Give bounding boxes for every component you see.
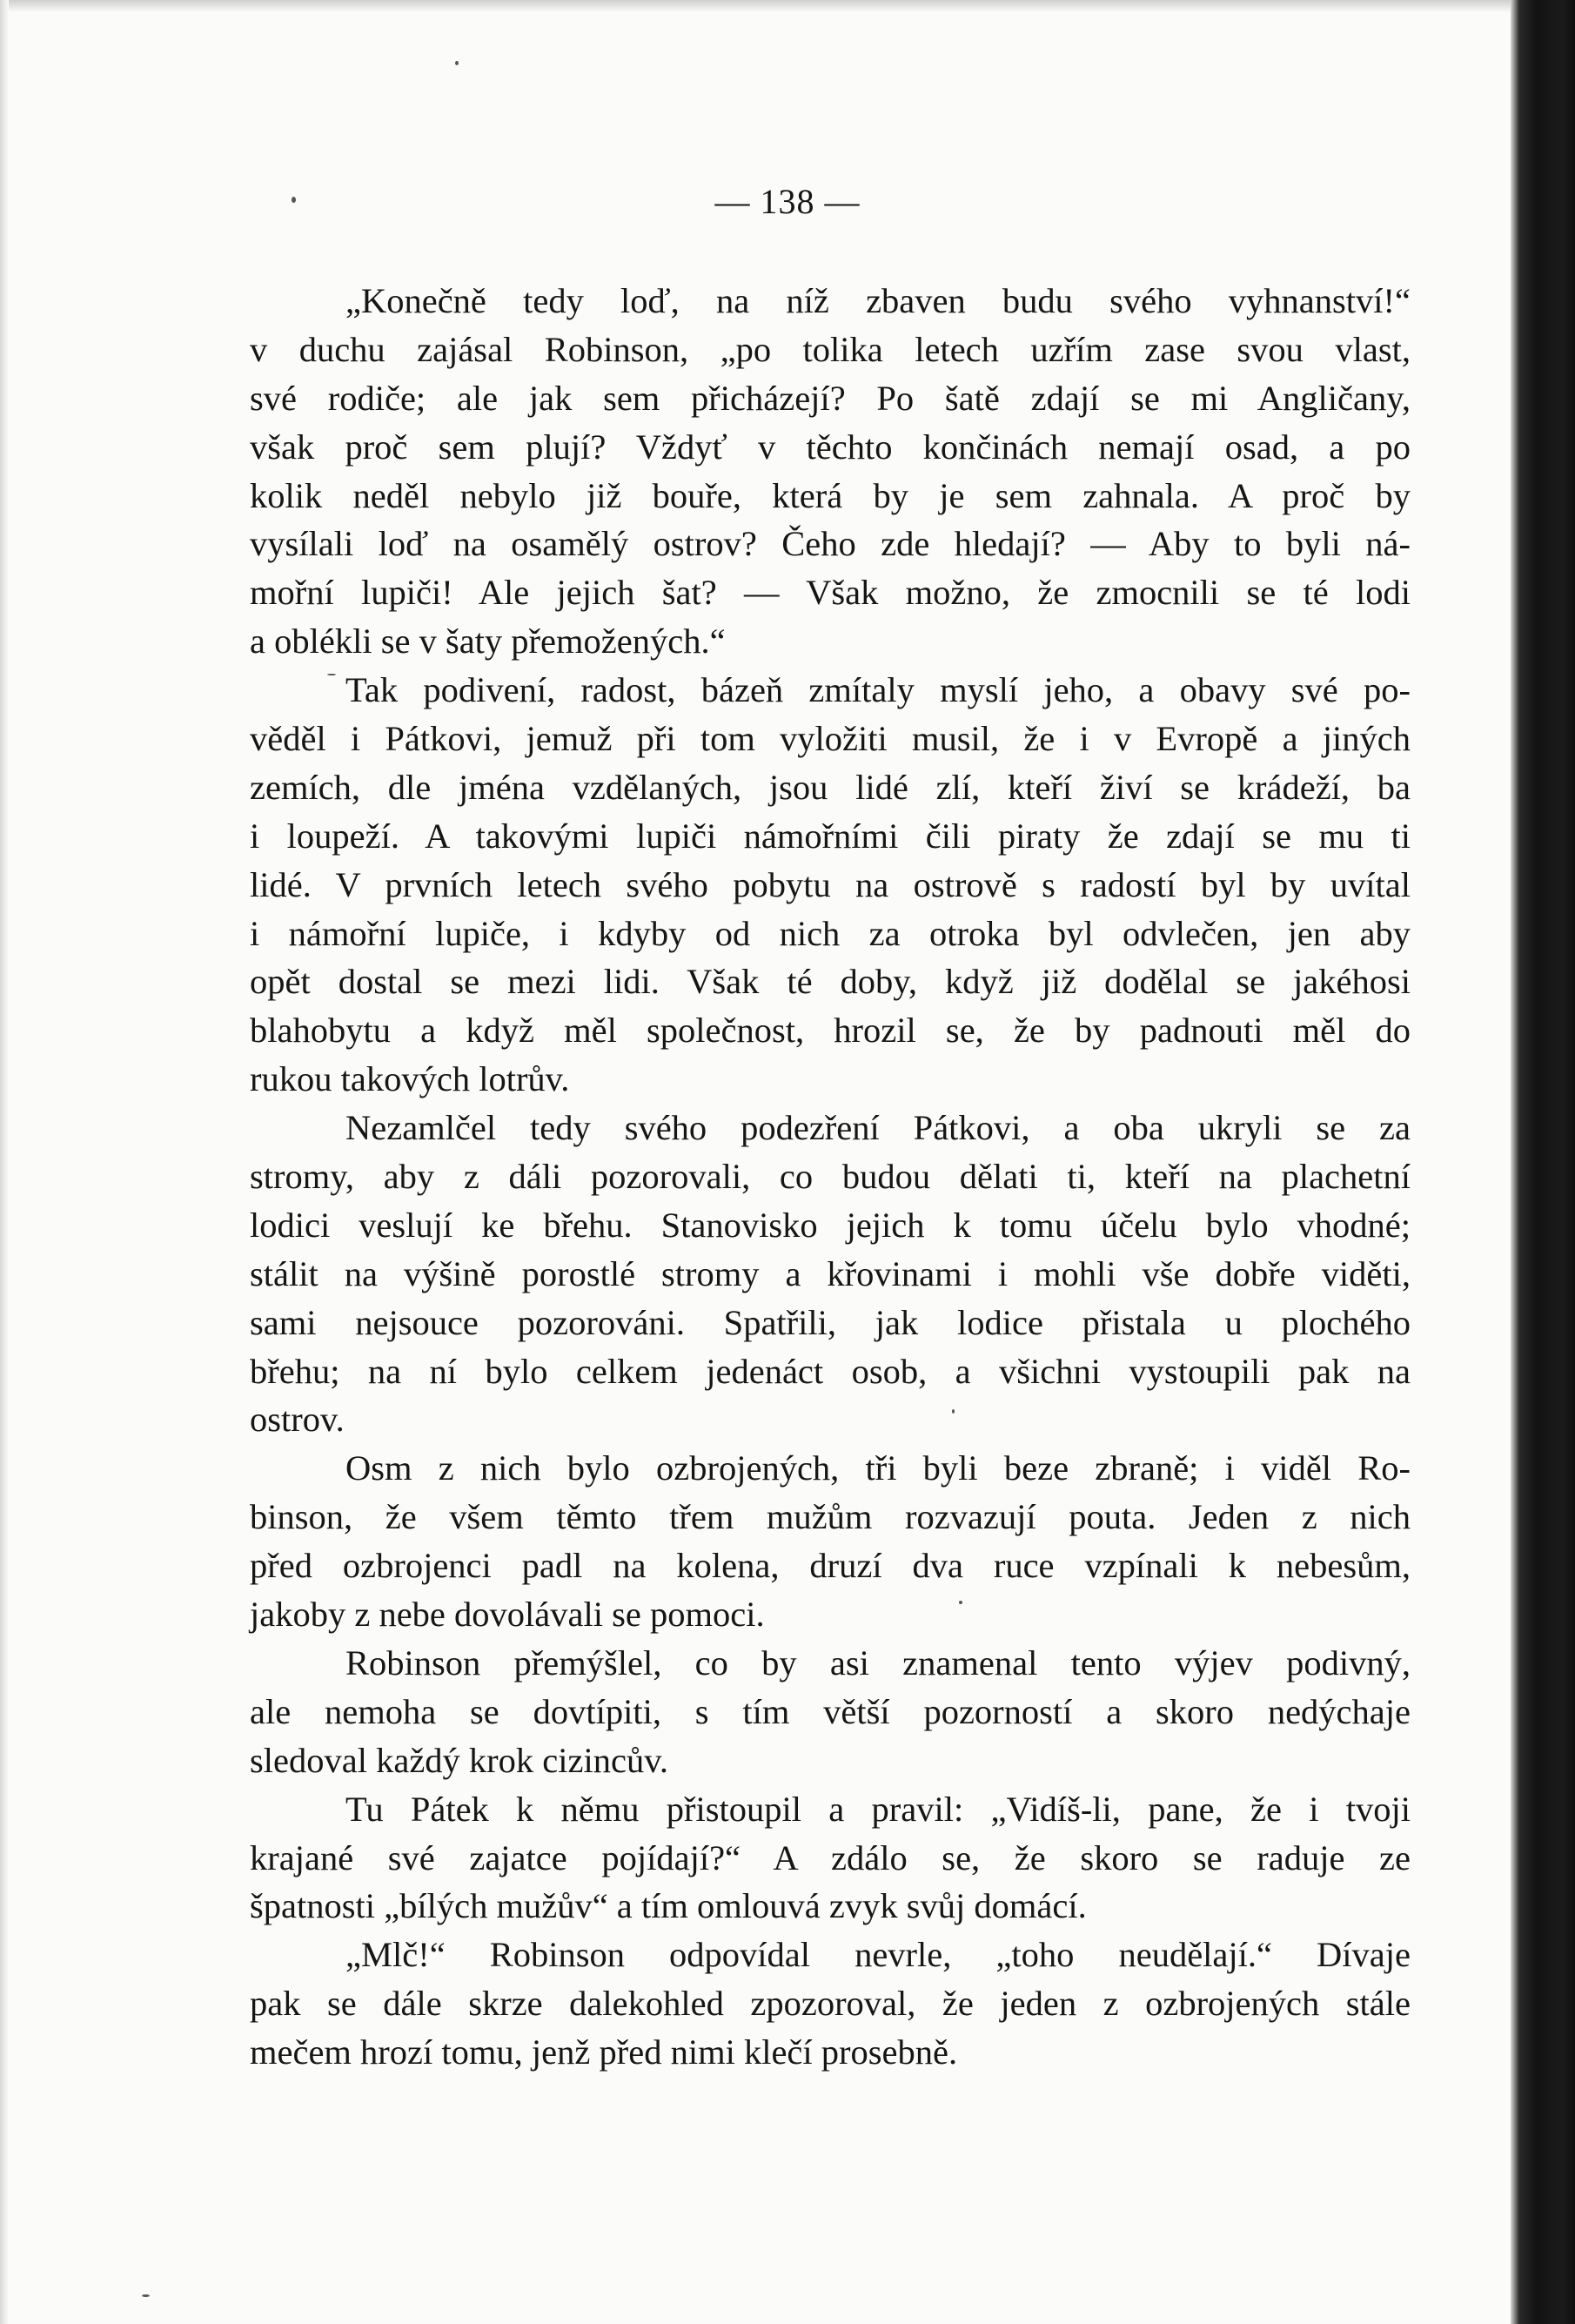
text-line: lidé. V prvních letech svého pobytu na ostrově s radostí byl by uvítal xyxy=(250,864,1411,904)
text-line: v duchu zajásal Robinson, „po tolika letech uzřím zase svou vlast, xyxy=(250,329,1411,369)
text-line: i loupeží. A takovými lupiči námořními čili piraty že zdají se mu ti xyxy=(250,816,1411,856)
text-line: jakoby z nebe dovolávali se pomoci. xyxy=(250,1595,765,1635)
text-line: zemích, dle jména vzdělaných, jsou lidé zlí, kteří živí se krádeží, ba xyxy=(250,767,1411,807)
paper-speck xyxy=(952,1409,955,1414)
text-line: Tu Pátek k němu přistoupil a pravil: „Vidíš-li, pane, že i tvoji xyxy=(345,1789,1411,1829)
paper-speck xyxy=(292,197,296,203)
text-line: sami nejsouce pozorováni. Spatřili, jak lodice přistala u plochého xyxy=(250,1302,1411,1342)
text-line: kolik neděl nebylo již bouře, která by je sem zahnala. A proč by xyxy=(250,475,1411,515)
text-line: mečem hrozí tomu, jenž před nimi klečí prosebně. xyxy=(250,2032,958,2072)
text-line: krajané své zajatce pojídají?“ A zdálo se, že skoro se raduje ze xyxy=(250,1837,1411,1877)
text-line: stálit na výšině porostlé stromy a křovinami i mohli vše dobře viděti, xyxy=(250,1253,1411,1293)
paper-speck xyxy=(959,1601,962,1604)
text-line: vysílali loď na osamělý ostrov? Čeho zde hledají? — Aby to byli ná- xyxy=(250,524,1411,564)
text-line: sledoval každý krok cizincův. xyxy=(250,1740,668,1780)
text-line: ostrov. xyxy=(250,1400,345,1440)
text-line: Nezamlčel tedy svého podezření Pátkovi, a oba ukryli se za xyxy=(345,1108,1411,1148)
text-line: „Mlč!“ Robinson odpovídal nevrle, „toho neudělají.“ Dívaje xyxy=(345,1935,1411,1975)
text-line: Robinson přemýšlel, co by asi znamenal tento výjev podivný, xyxy=(345,1642,1411,1683)
text-line: lodici veslují ke břehu. Stanovisko jejich k tomu účelu bylo vhodné; xyxy=(250,1205,1411,1245)
book-binding-edge xyxy=(1511,0,1575,2324)
text-line: však proč sem plují? Vždyť v těchto končinách nemají osad, a po xyxy=(250,427,1411,467)
text-line: blahobytu a když měl společnost, hrozil se, že by padnouti měl do xyxy=(250,1011,1411,1051)
text-line: Osm z nich bylo ozbrojených, tři byli beze zbraně; i viděl Ro- xyxy=(345,1448,1411,1488)
body-text xyxy=(250,277,1411,2077)
text-line: rukou takových lotrův. xyxy=(250,1059,570,1099)
text-line: pak se dále skrze dalekohled zpozoroval, že jeden z ozbrojených stále xyxy=(250,1984,1411,2024)
text-line: špatnosti „bílých mužův“ a tím omlouvá zvyk svůj domácí. xyxy=(250,1886,1087,1926)
paper-speck xyxy=(327,674,336,675)
page-top-shadow xyxy=(0,0,1575,12)
paper-speck xyxy=(455,61,459,65)
text-line: binson, že všem těmto třem mužům rozvazují pouta. Jeden z nich xyxy=(250,1497,1411,1537)
text-line: před ozbrojenci padl na kolena, druzí dva ruce vzpínali k nebesům, xyxy=(250,1546,1411,1586)
text-line: a oblékli se v šaty přemožených.“ xyxy=(250,621,726,662)
text-line: opět dostal se mezi lidi. Však té doby, když již dodělal se jakéhosi xyxy=(250,962,1411,1002)
paper-speck xyxy=(142,2294,150,2297)
text-line: i námořní lupiče, i kdyby od nich za otroka byl odvlečen, jen aby xyxy=(250,913,1411,953)
text-line: „Konečně tedy loď, na níž zbaven budu svého vyhnanství!“ xyxy=(345,281,1411,320)
text-line: břehu; na ní bylo celkem jedenáct osob, a všichni vystoupili pak na xyxy=(250,1351,1411,1391)
text-line: Tak podivení, radost, bázeň zmítaly myslí jeho, a obavy své po- xyxy=(345,670,1411,710)
text-line: mořní lupiči! Ale jejich šat? — Však možno, že zmocnili se té lodi xyxy=(250,573,1411,613)
text-line: své rodiče; ale jak sem přicházejí? Po šatě zdají se mi Angličany, xyxy=(250,378,1411,418)
page-left-shadow xyxy=(0,0,9,2324)
text-line: ale nemoha se dovtípiti, s tím větší pozorností a skoro nedýchaje xyxy=(250,1691,1411,1731)
page-number: — 138 — xyxy=(714,182,861,221)
text-line: stromy, aby z dáli pozorovali, co budou dělati ti, kteří na plachetní xyxy=(250,1157,1411,1197)
text-line: věděl i Pátkovi, jemuž při tom vyložiti musil, že i v Evropě a jiných xyxy=(250,719,1411,759)
